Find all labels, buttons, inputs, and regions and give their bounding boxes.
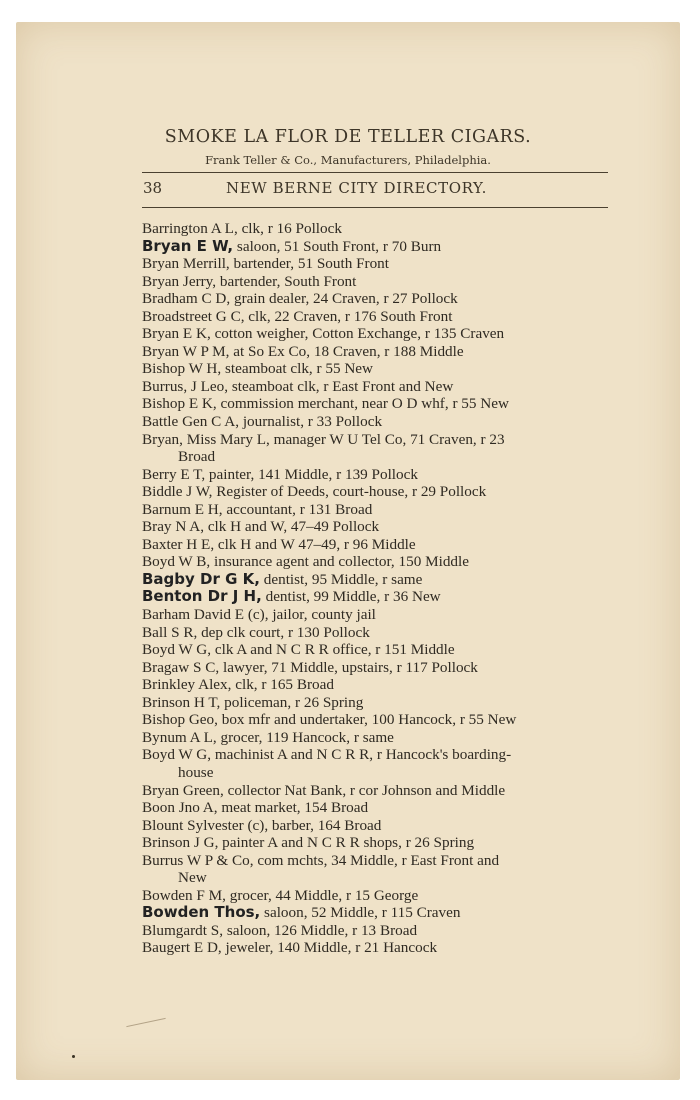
entry-name: Barnum E H, <box>142 500 223 518</box>
directory-entry <box>142 711 612 729</box>
directory-entry <box>142 694 612 712</box>
entry-details: insurance agent and collector, 150 Middle <box>210 553 469 571</box>
directory-entry <box>142 588 612 606</box>
directory-entry <box>142 852 612 887</box>
directory-entry <box>142 659 612 677</box>
directory-entry <box>142 238 612 256</box>
entry-name: Brinson H T, <box>142 693 221 711</box>
entry-name: Ball S R, <box>142 623 198 641</box>
directory-entry <box>142 518 612 536</box>
entry-name: Bowden F M, <box>142 886 226 904</box>
entry-details: bartender, 51 South Front <box>229 255 389 273</box>
directory-entry <box>142 782 612 800</box>
entry-details: steamboat clk, r 55 New <box>221 360 374 378</box>
entry-details: collector Nat Bank, r cor Johnson and Middle <box>223 781 506 799</box>
entry-continuation: house <box>178 763 214 781</box>
directory-entry <box>142 571 612 589</box>
directory-entry <box>142 501 612 519</box>
directory-entry <box>142 290 612 308</box>
entry-details: lawyer, 71 Middle, upstairs, r 117 Pollock <box>219 658 478 676</box>
entry-name: Barrington A L, <box>142 220 238 237</box>
entry-name: Boon Jno A, <box>142 799 218 817</box>
entry-name: Bryan, Miss Mary L, <box>142 430 270 448</box>
entry-details: painter, 141 Middle, r 139 Pollock <box>205 465 418 483</box>
directory-entry <box>142 395 612 413</box>
entry-name: Bishop W H, <box>142 360 222 378</box>
entry-name: Broadstreet G C, <box>142 307 245 325</box>
entry-details: jailor, county jail <box>268 606 376 624</box>
entry-continuation: Broad <box>178 448 216 466</box>
header-top-rule <box>142 172 608 173</box>
entry-details: saloon, 51 South Front, r 70 Burn <box>233 237 442 255</box>
directory-entry <box>142 255 612 273</box>
entry-details: accountant, r 131 Broad <box>222 500 373 518</box>
entry-details: box mfr and undertaker, 100 Hancock, r 55 New <box>217 711 517 729</box>
entry-details: dentist, 95 Middle, r same <box>259 570 423 588</box>
directory-entries <box>142 220 612 957</box>
entry-details: clk H and W 47–49, r 96 Middle <box>214 535 416 553</box>
entry-name: Bragaw S C, <box>142 658 220 676</box>
entry-name: Blumgardt S, <box>142 921 224 939</box>
directory-entry <box>142 606 612 624</box>
directory-entry <box>142 308 612 326</box>
directory-entry <box>142 325 612 343</box>
entry-details: at So Ex Co, 18 Craven, r 188 Middle <box>229 342 464 360</box>
entry-name: Bagby Dr G K, <box>142 569 260 588</box>
cigar-advertisement-title: SMOKE LA FLOR DE TELLER CIGARS. <box>164 127 532 147</box>
entry-name: Bishop Geo, <box>142 711 218 729</box>
entry-details: clk H and W, 47–49 Pollock <box>204 518 380 536</box>
header-bottom-rule <box>142 207 608 208</box>
entry-name: Bryan E W, <box>142 236 234 255</box>
entry-details: bartender, South Front <box>216 272 357 290</box>
entry-details: painter A and N C R R shops, r 26 Spring <box>218 834 475 852</box>
entry-name: Boyd W G, <box>142 746 212 764</box>
entry-details: manager W U Tel Co, 71 Craven, r 23 <box>269 430 505 448</box>
directory-entry <box>142 360 612 378</box>
entry-details: grocer, 44 Middle, r 15 George <box>225 886 419 904</box>
directory-page <box>16 22 680 1080</box>
entry-details: steamboat clk, r East Front and New <box>228 377 454 395</box>
entry-name: Berry E T, <box>142 465 206 483</box>
entry-details: machinist A and N C R R, r Hancock's boarding- <box>211 746 512 764</box>
entry-details: saloon, 126 Middle, r 13 Broad <box>223 921 418 939</box>
running-head-title: NEW BERNE CITY DIRECTORY. <box>226 179 487 197</box>
entry-name: Benton Dr J H, <box>142 587 262 606</box>
entry-name: Biddle J W, <box>142 483 213 501</box>
entry-name: Bryan Jerry, <box>142 272 217 290</box>
entry-name: Baugert E D, <box>142 939 222 957</box>
entry-name: Bowden Thos, <box>142 903 261 922</box>
entry-name: Bryan Merrill, <box>142 255 230 273</box>
directory-entry <box>142 536 612 554</box>
entry-name: Bynum A L, <box>142 728 217 746</box>
directory-entry <box>142 746 612 781</box>
entry-name: Bryan Green, <box>142 781 224 799</box>
entry-name: Bryan E K, <box>142 325 211 343</box>
entry-details: clk A and N C R R office, r 151 Middle <box>211 641 455 659</box>
entry-details: cotton weigher, Cotton Exchange, r 135 Craven <box>210 325 505 343</box>
entry-details: clk, r 16 Pollock <box>237 220 342 237</box>
entry-details: clk, 22 Craven, r 176 South Front <box>244 307 453 325</box>
entry-name: Bryan W P M, <box>142 342 230 360</box>
entry-details: policeman, r 26 Spring <box>220 693 364 711</box>
directory-entry <box>142 431 612 466</box>
entry-details: grain dealer, 24 Craven, r 27 Pollock <box>230 290 458 308</box>
directory-entry <box>142 466 612 484</box>
entry-name: Bray N A, <box>142 518 205 536</box>
directory-entry <box>142 641 612 659</box>
entry-name: Boyd W G, <box>142 641 212 659</box>
entry-details: saloon, 52 Middle, r 115 Craven <box>260 904 461 922</box>
paper-scuff-mark <box>126 1018 165 1027</box>
directory-entry <box>142 624 612 642</box>
entry-name: Battle Gen C A, <box>142 413 240 431</box>
entry-details: jeweler, 140 Middle, r 21 Hancock <box>221 939 438 957</box>
directory-entry <box>142 922 612 940</box>
directory-entry <box>142 904 612 922</box>
entry-details: meat market, 154 Broad <box>217 799 369 817</box>
entry-name: Barham David E (c), <box>142 606 269 624</box>
directory-entry <box>142 817 612 835</box>
directory-entry <box>142 273 612 291</box>
directory-entry <box>142 553 612 571</box>
cigar-advertisement-subtitle: Frank Teller & Co., Manufacturers, Philadelphia. <box>205 153 491 167</box>
entry-name: Brinson J G, <box>142 834 219 852</box>
directory-entry <box>142 729 612 747</box>
directory-entry <box>142 378 612 396</box>
directory-entry <box>142 887 612 905</box>
directory-entry <box>142 799 612 817</box>
entry-details: barber, 164 Broad <box>268 816 382 834</box>
entry-name: Bishop E K, <box>142 395 217 413</box>
entry-details: Register of Deeds, court-house, r 29 Pollock <box>212 483 487 501</box>
entry-name: Baxter H E, <box>142 535 215 553</box>
entry-details: clk, r 165 Broad <box>231 676 334 694</box>
entry-details: com mchts, 34 Middle, r East Front and <box>253 851 500 869</box>
entry-details: dentist, 99 Middle, r 36 New <box>261 588 441 606</box>
entry-details: commission merchant, near O D whf, r 55 New <box>216 395 509 413</box>
directory-entry <box>142 413 612 431</box>
directory-entry <box>142 220 612 238</box>
entry-name: Brinkley Alex, <box>142 676 232 694</box>
directory-entry <box>142 676 612 694</box>
entry-name: Bradham C D, <box>142 290 231 308</box>
directory-entry <box>142 834 612 852</box>
entry-name: Blount Sylvester (c), <box>142 816 269 834</box>
entry-name: Boyd W B, <box>142 553 211 571</box>
directory-entry <box>142 483 612 501</box>
entry-details: dep clk court, r 130 Pollock <box>197 623 370 641</box>
entry-name: Burrus W P & Co, <box>142 851 254 869</box>
entry-details: journalist, r 33 Pollock <box>239 413 383 431</box>
entry-name: Burrus, J Leo, <box>142 377 229 395</box>
page-number: 38 <box>143 179 163 197</box>
directory-entry <box>142 343 612 361</box>
paper-spot <box>72 1055 75 1058</box>
entry-details: grocer, 119 Hancock, r same <box>216 728 394 746</box>
directory-entry <box>142 939 612 957</box>
entry-continuation: New <box>178 869 207 887</box>
